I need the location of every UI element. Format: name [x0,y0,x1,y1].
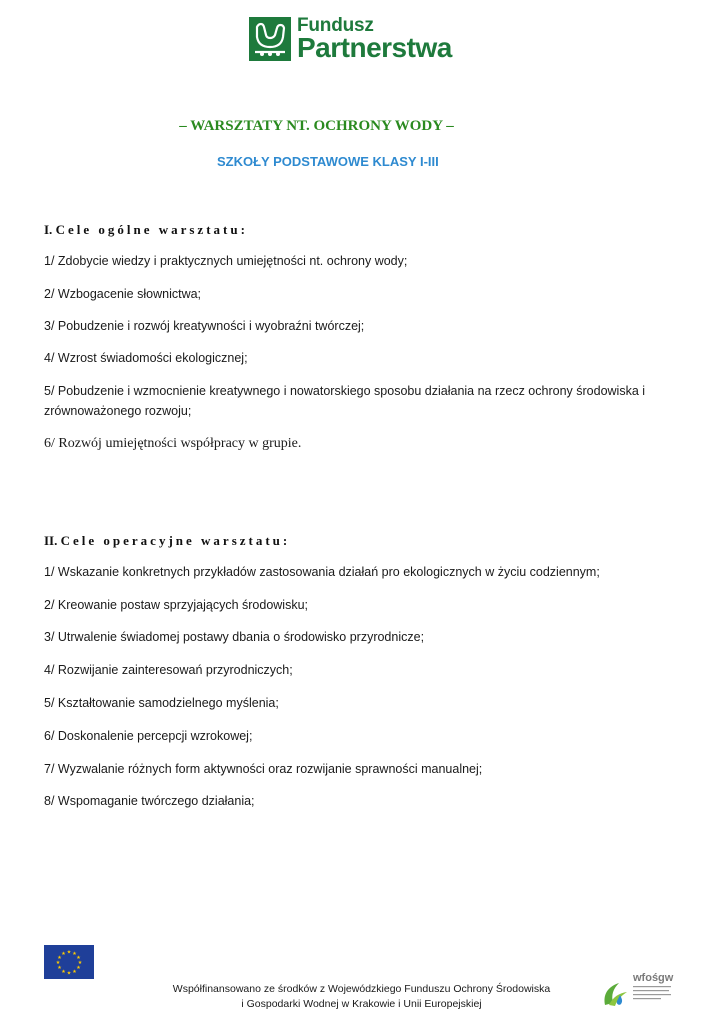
list-item: 2/ Kreowanie postaw sprzyjających środowisku; [44,598,309,612]
wfosgw-logo [599,965,679,1009]
fundusz-partnerstwa-logo [249,16,452,62]
list-item: 2/ Wzbogacenie słownictwa; [44,287,202,301]
footer-line: i Gospodarki Wodnej w Krakowie i Unii Europejskiej [241,998,482,1010]
list-item: 6/ Doskonalenie percepcji wzrokowej; [44,729,253,743]
section-heading-general [44,222,248,238]
svg-text:★: ★ [61,969,66,975]
svg-text:★: ★ [61,951,66,957]
list-item: 5/ Pobudzenie i wzmocnienie kreatywnego i nowatorskiego sposobu działania na rzecz ochrony środowiska i zrównoważonego rozwoju; [44,384,646,418]
list-item: 4/ Rozwijanie zainteresowań przyrodniczych; [44,663,293,677]
eu-flag-icon [44,945,94,979]
svg-text:★: ★ [55,960,61,966]
svg-text:★: ★ [72,951,77,957]
document-subtitle: SZKOŁY PODSTAWOWE KLASY I-III [217,154,439,169]
svg-text:★: ★ [66,970,72,977]
document-title [0,118,725,135]
logo-text-partnerstwa: Partnerstwa [297,32,452,63]
wfosgw-logo-text: wfośgw [633,972,674,984]
footer-line: Współfinansowano ze środków z Wojewódzkiego Funduszu Ochrony Środowiska [172,983,551,995]
logo-emblem-icon [249,17,291,61]
svg-text:★: ★ [57,955,62,961]
section-heading-operational [44,533,290,549]
svg-text:★: ★ [66,949,72,956]
svg-text:★: ★ [57,965,62,971]
list-item: 1/ Zdobycie wiedzy i praktycznych umiejętności nt. ochrony wody; [44,254,408,268]
svg-text:★: ★ [72,969,77,975]
list-item: 8/ Wspomaganie twórczego działania; [44,794,255,808]
list-item: 7/ Wyzwalanie różnych form aktywności oraz rozwijanie sprawności manualnej; [44,762,483,776]
section-number: I. [44,222,53,237]
section-number: II. [44,533,58,548]
list-item: 5/ Kształtowanie samodzielnego myślenia; [44,696,279,710]
list-item: 3/ Pobudzenie i rozwój kreatywności i wyobraźni twórczej; [44,319,365,333]
svg-text:★: ★ [76,965,81,971]
section-heading-text: Cele ogólne warsztatu: [55,222,248,237]
section-heading-text: Cele operacyjne warsztatu: [60,533,291,548]
list-item: 6/ Rozwój umiejętności współpracy w grupie. [44,436,302,451]
svg-text:★: ★ [76,955,81,961]
list-item: 3/ Utrwalenie świadomej postawy dbania o środowisko przyrodnicze; [44,630,425,644]
document-title-text: – WARSZTATY NT. OCHRONY WODY – [179,118,454,134]
list-item: 4/ Wzrost świadomości ekologicznej; [44,351,248,365]
svg-text:★: ★ [77,960,83,966]
logo-text-fundusz: Fundusz [297,15,374,36]
list-item: 1/ Wskazanie konkretnych przykładów zastosowania działań pro ekologicznych w życiu codziennym; [44,565,600,579]
